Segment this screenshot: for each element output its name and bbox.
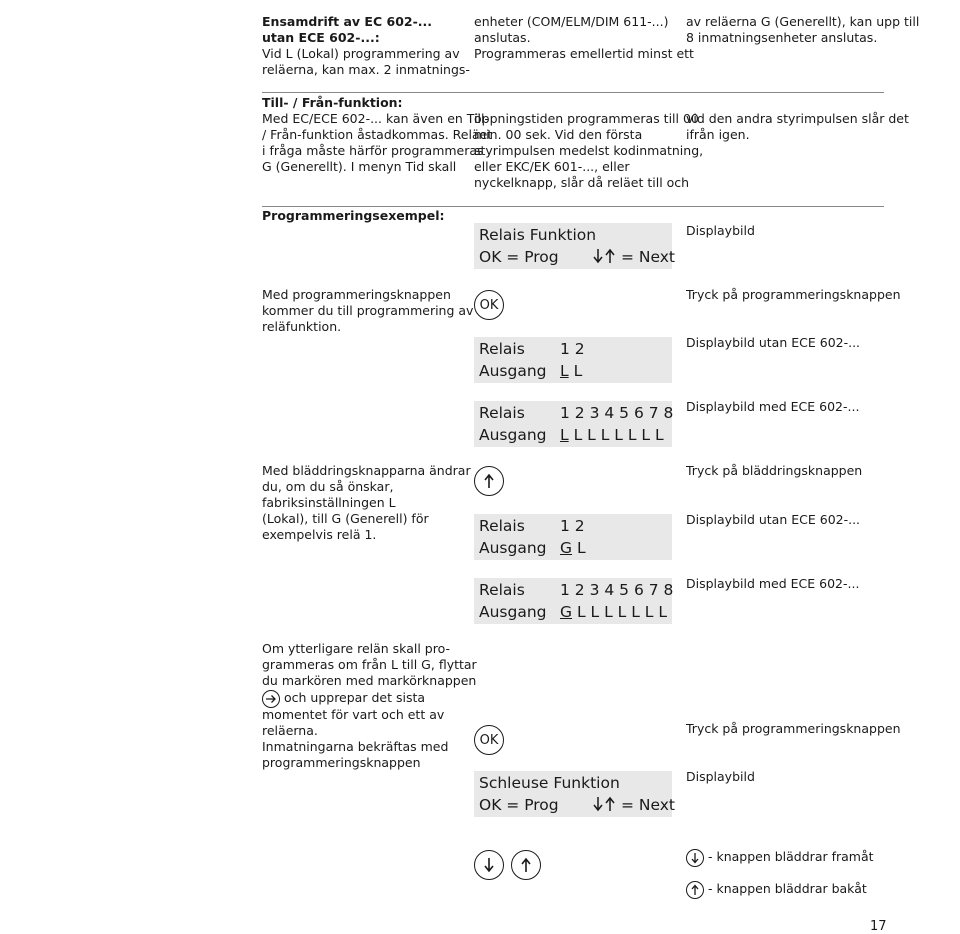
arrow-up-icon xyxy=(519,856,533,874)
display-relais-label: Relais xyxy=(479,340,525,358)
ok-button[interactable] xyxy=(474,725,504,755)
text-line: Om ytterligare relän skall pro- xyxy=(262,641,450,656)
display-ausgang-label: Ausgang xyxy=(479,426,547,444)
text-line: Med programmeringsknappen xyxy=(262,287,451,302)
other-values: L L L L L L L xyxy=(572,603,667,621)
caption-display-without-ece: Displaybild utan ECE 602-... xyxy=(686,335,861,350)
text-line: enheter (COM/ELM/DIM 611-...) xyxy=(474,14,669,29)
display-ausgang-label: Ausgang xyxy=(479,539,547,557)
text-line: kommer du till programmering av xyxy=(262,303,474,318)
ok-button-label: OK xyxy=(479,732,499,748)
display-relais-1-2-g xyxy=(474,514,672,560)
intro-heading-2: utan ECE 602-...: xyxy=(262,30,380,45)
text-line: öppningstiden programmeras till 00 xyxy=(474,111,699,126)
caption-press-prog: Tryck på programmeringsknappen xyxy=(686,721,901,736)
arrow-up-icon xyxy=(604,248,616,268)
display-relais-1-2-l xyxy=(474,337,672,383)
cursor-value: G xyxy=(560,539,573,557)
caption-display-with-ece: Displaybild med ECE 602-... xyxy=(686,399,860,414)
cursor-value: L xyxy=(560,362,569,380)
text-line: fabriksinställningen L xyxy=(262,495,396,510)
text-line: Inmatningarna bekräftas med xyxy=(262,739,449,754)
display-line-2-right xyxy=(592,796,675,816)
caption-display: Displaybild xyxy=(686,223,755,238)
arrow-up-icon xyxy=(482,472,496,490)
legend-down-text: - knappen bläddrar framåt xyxy=(707,849,874,864)
page-number: 17 xyxy=(870,919,887,934)
display-relais-label: Relais xyxy=(479,404,525,422)
display-line-1: Relais Funktion xyxy=(479,226,597,244)
arrow-down-icon xyxy=(592,248,604,268)
text-line: reläfunktion. xyxy=(262,319,342,334)
text-line: Vid L (Lokal) programmering av xyxy=(262,46,460,61)
display-line-2-left: OK = Prog xyxy=(479,796,559,814)
display-relais-label: Relais xyxy=(479,581,525,599)
ok-button-label: OK xyxy=(479,297,499,313)
example-step3-text xyxy=(262,641,477,771)
example-heading: Programmeringsexempel: xyxy=(262,208,445,223)
tillfran-col1 xyxy=(262,95,493,175)
section-divider xyxy=(262,206,884,207)
display-relais-numbers: 1 2 3 4 5 6 7 8 xyxy=(560,404,674,422)
display-ausgang-label: Ausgang xyxy=(479,362,547,380)
text-line: i fråga måste härför programmeras xyxy=(262,143,484,158)
example-step1-text xyxy=(262,287,474,335)
tillfran-col3 xyxy=(686,111,946,143)
text-line: nyckelknapp, slår då reläet till och xyxy=(474,175,690,190)
display-relais-numbers: 1 2 xyxy=(560,340,585,358)
text-line: Programmeras emellertid minst ett xyxy=(474,46,694,61)
intro-heading-1: Ensamdrift av EC 602-... xyxy=(262,14,433,29)
caption-press-scroll: Tryck på bläddringsknappen xyxy=(686,463,863,478)
display-ausgang-label: Ausgang xyxy=(479,603,547,621)
display-ausgang-values xyxy=(560,362,582,380)
cursor-value: L xyxy=(560,426,569,444)
text-line: min. 00 sek. Vid den första xyxy=(474,127,643,142)
text-line: exempelvis relä 1. xyxy=(262,527,377,542)
text-line: reläerna, kan max. 2 inmatnings- xyxy=(262,62,470,77)
text-line: reläerna. xyxy=(262,723,318,738)
scroll-down-button[interactable] xyxy=(474,850,504,880)
text-line: vid den andra styrimpulsen slår det xyxy=(686,111,909,126)
caption-display: Displaybild xyxy=(686,769,755,784)
other-values: L xyxy=(572,539,586,557)
text-line: / Från-funktion åstadkommas. Reläet xyxy=(262,127,493,142)
scroll-up-button[interactable] xyxy=(511,850,541,880)
text-line: grammeras om från L till G, flyttar xyxy=(262,657,477,672)
arrow-down-icon xyxy=(686,849,704,867)
arrow-up-icon xyxy=(686,881,704,899)
ok-button[interactable] xyxy=(474,290,504,320)
cursor-value: G xyxy=(560,603,573,621)
legend-down xyxy=(686,847,874,867)
scroll-up-button[interactable] xyxy=(474,466,504,496)
text-line: G (Generellt). I menyn Tid skall xyxy=(262,159,457,174)
text-line: 8 inmatningsenheter anslutas. xyxy=(686,30,878,45)
next-label: = Next xyxy=(620,796,675,814)
arrow-down-icon xyxy=(482,856,496,874)
display-ausgang-values xyxy=(560,603,667,621)
other-values: L L L L L L L xyxy=(568,426,664,444)
text-line: momentet för vart och ett av xyxy=(262,707,445,722)
next-label: = Next xyxy=(620,248,675,266)
caption-display-with-ece: Displaybild med ECE 602-... xyxy=(686,576,860,591)
text-line: Med EC/ECE 602-... kan även en Till- xyxy=(262,111,489,126)
display-line-2-right xyxy=(592,248,675,268)
intro-col3 xyxy=(686,14,946,46)
text-line: Med bläddringsknapparna ändrar xyxy=(262,463,471,478)
text-line: av reläerna G (Generellt), kan upp till xyxy=(686,14,920,29)
other-values: L xyxy=(568,362,583,380)
arrow-down-icon xyxy=(592,796,604,816)
tillfran-col2 xyxy=(474,111,704,191)
caption-press-prog: Tryck på programmeringsknappen xyxy=(686,287,901,302)
display-line-1: Schleuse Funktion xyxy=(479,774,620,792)
display-relais-1-8-g xyxy=(474,578,672,624)
text-line: styrimpulsen medelst kodinmatning, xyxy=(474,143,704,158)
text-line: ifrån igen. xyxy=(686,127,750,142)
display-line-2-left: OK = Prog xyxy=(479,248,559,266)
display-relais-1-8-l xyxy=(474,401,672,447)
display-ausgang-values xyxy=(560,426,664,444)
inline-text: och upprepar det sista xyxy=(283,690,426,705)
text-line-with-icon xyxy=(262,689,467,707)
text-line: du, om du så önskar, xyxy=(262,479,394,494)
display-schleuse-funktion xyxy=(474,771,675,817)
intro-col1 xyxy=(262,14,470,78)
text-line: eller EKC/EK 601-..., eller xyxy=(474,159,630,174)
example-step2-text xyxy=(262,463,471,543)
display-relais-funktion xyxy=(474,223,675,269)
text-line: (Lokal), till G (Generell) för xyxy=(262,511,429,526)
legend-up-text: - knappen bläddrar bakåt xyxy=(707,881,867,896)
section-divider xyxy=(262,92,884,93)
text-line: programmeringsknappen xyxy=(262,755,421,770)
cursor-right-icon xyxy=(262,690,280,708)
text-line: anslutas. xyxy=(474,30,531,45)
tillfran-heading: Till- / Från-funktion: xyxy=(262,95,403,110)
text-line: du markören med markörknappen xyxy=(262,673,477,688)
legend-up xyxy=(686,879,867,899)
display-relais-label: Relais xyxy=(479,517,525,535)
caption-display-without-ece: Displaybild utan ECE 602-... xyxy=(686,512,861,527)
display-relais-numbers: 1 2 xyxy=(560,517,585,535)
arrow-up-icon xyxy=(604,796,616,816)
display-ausgang-values xyxy=(560,539,586,557)
intro-col2 xyxy=(474,14,694,62)
display-relais-numbers: 1 2 3 4 5 6 7 8 xyxy=(560,581,674,599)
